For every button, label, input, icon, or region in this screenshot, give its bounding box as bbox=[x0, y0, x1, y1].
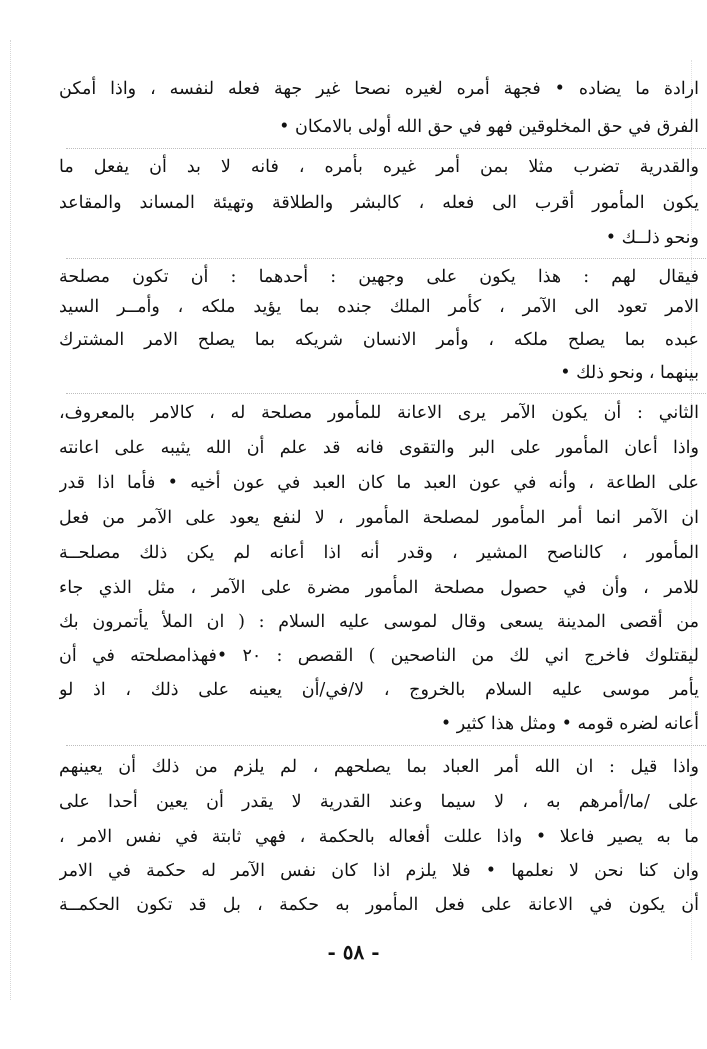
paragraph-divider bbox=[66, 258, 706, 260]
paragraph-3-line-2: الامر تعود الى الآمر ، كأمر الملك جنده بما يؤيد ملكه ، وأمــر السيد bbox=[59, 297, 699, 317]
paragraph-divider bbox=[66, 745, 706, 747]
paragraph-5-line-1: واذا قيل : ان الله أمر العباد بما يصلحهم ، لم يلزم من ذلك أن يعينهم bbox=[59, 757, 699, 777]
paragraph-2-line-1: والقدرية تضرب مثلا بمن أمر غيره بأمره ، فانه لا بد أن يفعل ما bbox=[59, 157, 699, 177]
paragraph-4-line-6: للامر ، وأن في حصول مصلحة المأمور مضرة على الآمر ، مثل الذي جاء bbox=[59, 578, 699, 598]
paragraph-4-line-7: من أقصى المدينة يسعى وقال لموسى عليه السلام : ( ان الملأ يأتمرون بك bbox=[59, 612, 699, 632]
page-number: - ٥٨ - bbox=[327, 940, 380, 964]
paragraph-divider bbox=[66, 148, 706, 150]
paragraph-4-line-5: المأمور ، كالناصح المشير ، وقدر أنه اذا أعانه لم يكن ذلك مصلحــة bbox=[59, 543, 699, 563]
paragraph-4-line-8: ليقتلوك فاخرج اني لك من الناصحين ) القصص : ٢٠ •فهذامصلحته في أن bbox=[59, 646, 699, 666]
paragraph-4-line-9: يأمر موسى عليه السلام بالخروج ، لا/في/أن يعينه على ذلك ، اذ لو bbox=[59, 680, 699, 700]
paragraph-2-line-2: يكون المأمور أقرب الى فعله ، كالبشر والطلاقة وتهيئة المساند والمقاعد bbox=[59, 193, 699, 213]
paragraph-1-line-1: ارادة ما يضاده • فجهة أمره لغيره نصحا غير جهة فعله لنفسه ، واذا أمكن bbox=[59, 79, 699, 99]
paragraph-3-line-4: بينهما ، ونحو ذلك • bbox=[560, 363, 699, 383]
paragraph-5-line-3: ما به يصير فاعلا • واذا عللت أفعاله بالحكمة ، فهي ثابتة في نفس الامر ، bbox=[59, 827, 699, 847]
scan-edge-left bbox=[10, 40, 12, 1000]
paragraph-4-line-2: واذا أعان المأمور على البر والتقوى فانه قد علم أن الله يثيبه على اعانته bbox=[59, 438, 699, 458]
paragraph-4-line-1: الثاني : أن يكون الآمر يرى الاعانة للمأمور مصلحة له ، كالامر بالمعروف، bbox=[59, 403, 699, 423]
paragraph-5-line-4: وان كنا نحن لا نعلمها • فلا يلزم اذا كان نفس الآمر له حكمة في الامر bbox=[59, 861, 699, 881]
paragraph-4-line-3: على الطاعة ، وأنه في عون العبد ما كان العبد في عون أخيه • فأما اذا قدر bbox=[59, 473, 699, 493]
paragraph-3-line-1: فيقال لهم : هذا يكون على وجهين : أحدهما : أن تكون مصلحة bbox=[59, 267, 699, 287]
paragraph-3-line-3: عبده بما يصلح ملكه ، وأمر الانسان شريكه بما يصلح الامر المشترك bbox=[59, 330, 699, 350]
paragraph-1-line-2: الفرق في حق المخلوقين فهو في حق الله أولى بالامكان • bbox=[279, 117, 699, 137]
paragraph-2-line-3: ونحو ذلــك • bbox=[605, 228, 699, 248]
paragraph-4-line-4: ان الآمر انما أمر المأمور لمصلحة المأمور ، لا لنفع يعود على الآمر من فعل bbox=[59, 508, 699, 528]
paragraph-4-line-10: أعانه لضره قومه • ومثل هذا كثير • bbox=[440, 714, 699, 734]
paragraph-5-line-5: أن يكون في الاعانة على فعل المأمور به حكمة ، بل قد تكون الحكمــة bbox=[59, 895, 699, 915]
paragraph-5-line-2: على /ما/أمرهم به ، لا سيما وعند القدرية لا يقدر أن يعين أحدا على bbox=[59, 792, 699, 812]
paragraph-divider bbox=[66, 393, 706, 395]
